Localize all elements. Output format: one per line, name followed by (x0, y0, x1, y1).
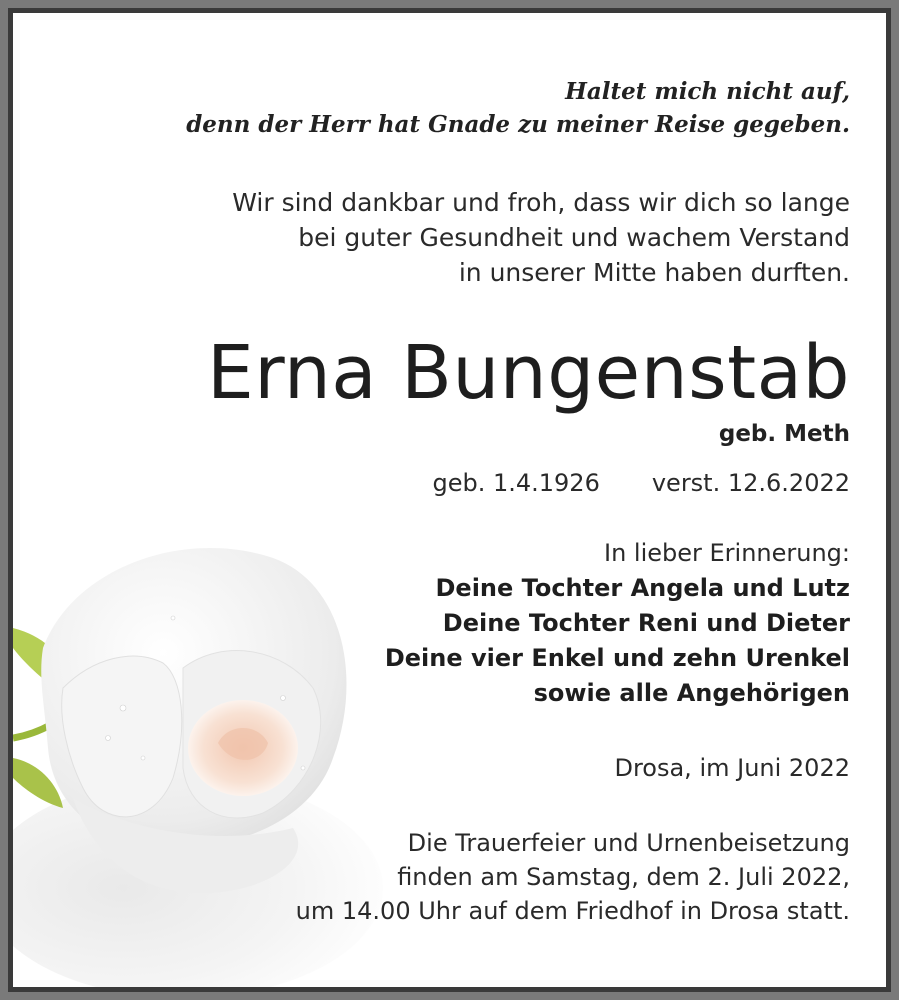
gratitude-line: bei guter Gesundheit und wachem Verstand (298, 223, 850, 252)
life-dates (432, 466, 850, 500)
mourner-line: Deine vier Enkel und zehn Urenkel (384, 644, 850, 672)
motto-line: Haltet mich nicht auf, (565, 78, 850, 105)
mourner-line: Deine Tochter Angela und Lutz (435, 574, 850, 602)
memory-heading: In lieber Erinnerung: (603, 539, 850, 567)
inner-frame (8, 8, 891, 992)
gratitude-line: Wir sind dankbar und froh, dass wir dich so lange (232, 188, 850, 217)
ceremony-line: finden am Samstag, dem 2. Juli 2022, (397, 863, 850, 891)
birth-date: geb. 1.4.1926 (432, 469, 600, 497)
ceremony-line: um 14.00 Uhr auf dem Friedhof in Drosa statt. (295, 897, 850, 925)
ceremony-info (296, 826, 850, 928)
deceased-name: Erna Bungenstab (206, 330, 850, 416)
place-date: Drosa, im Juni 2022 (614, 754, 850, 782)
birth-name: geb. Meth (718, 421, 850, 447)
motto-quote (186, 75, 850, 141)
gratitude-line: in unserer Mitte haben durften. (458, 258, 850, 287)
mourner-line: Deine Tochter Reni und Dieter (442, 609, 850, 637)
motto-line: denn der Herr hat Gnade zu meiner Reise gegeben. (186, 111, 850, 138)
death-date: verst. 12.6.2022 (651, 469, 850, 497)
mourners-block (385, 536, 850, 711)
obituary-card (13, 13, 886, 987)
mourner-line: sowie alle Angehörigen (533, 679, 850, 707)
ceremony-line: Die Trauerfeier und Urnenbeisetzung (407, 829, 850, 857)
gratitude-text (232, 185, 850, 290)
